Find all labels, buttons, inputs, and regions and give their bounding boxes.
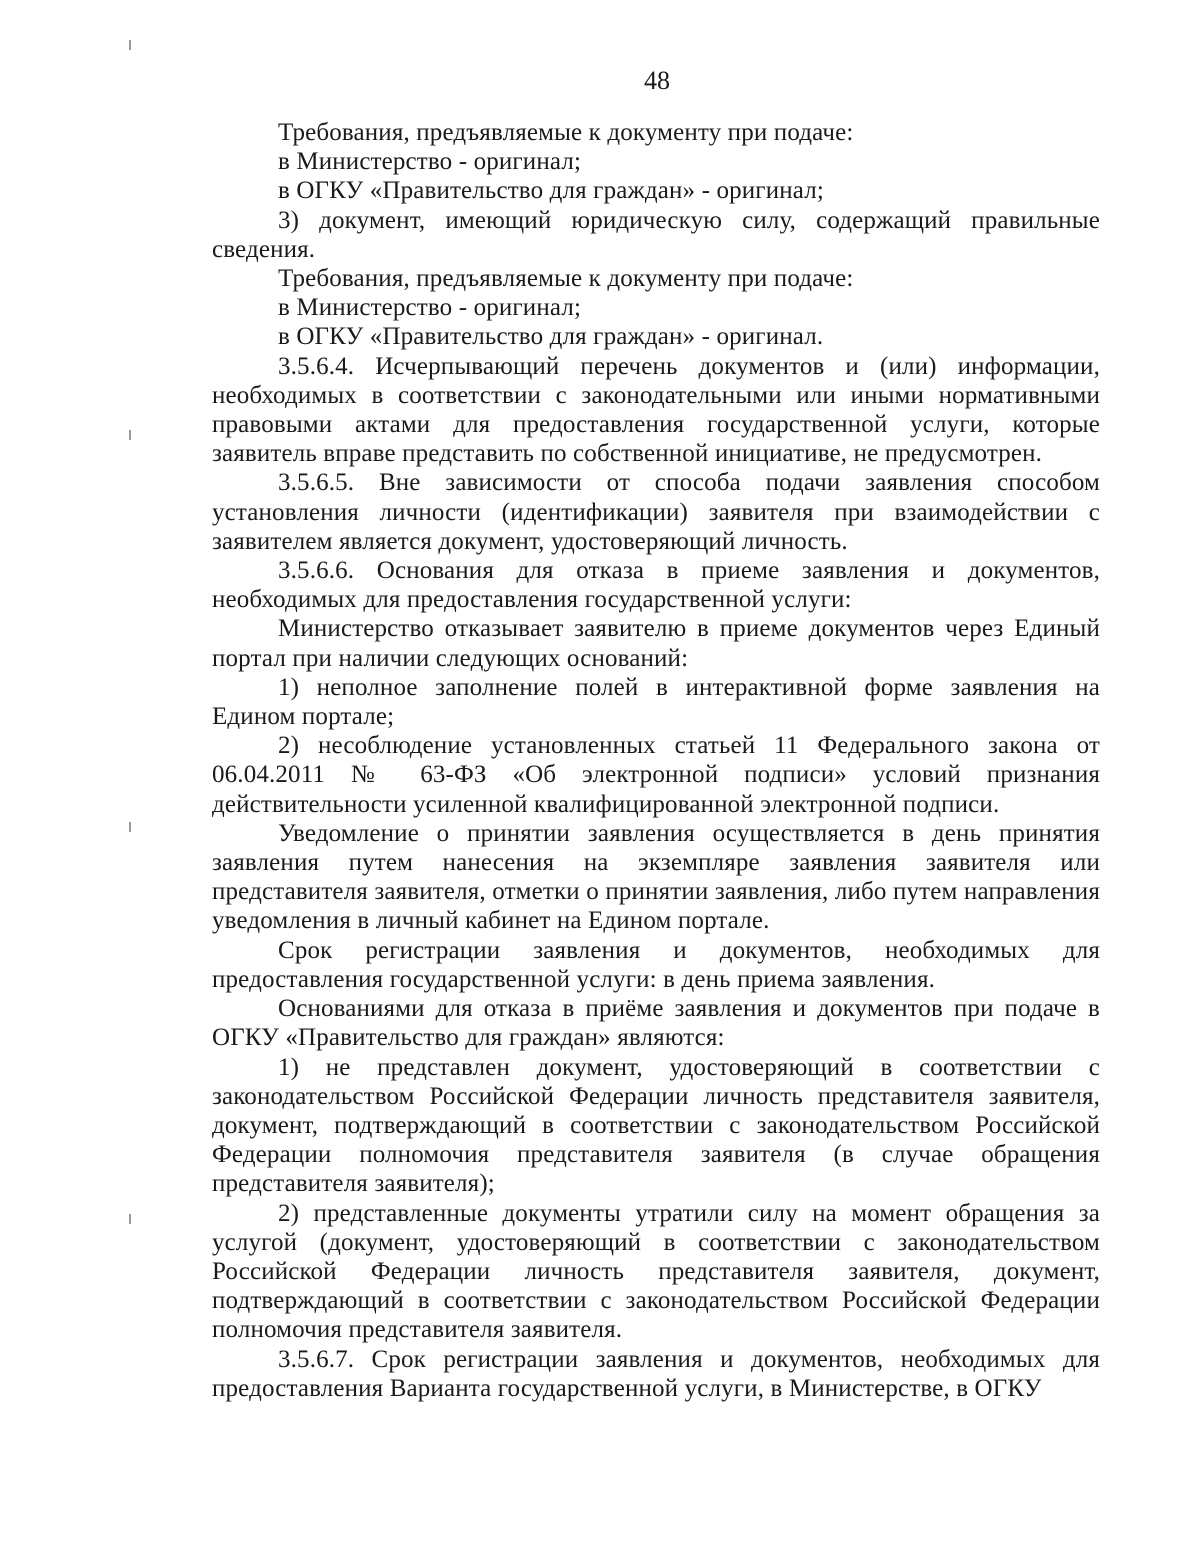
- paragraph: 2) несоблюдение установленных статьей 11 Федерального закона от 06.04.2011 № 63-ФЗ «Об электронной подписи» условий признания действительности усиленной квалифицированной электронной подписи.: [212, 732, 1100, 818]
- scan-margin-mark: [129, 822, 131, 832]
- paragraph: 3) документ, имеющий юридическую силу, содержащий правильные сведения.: [212, 206, 1100, 263]
- paragraph: 3.5.6.5. Вне зависимости от способа подачи заявления способом установления личности (идентификации) заявителя при взаимодействии с заявителем является документ, удостоверяющий личность.: [212, 469, 1100, 555]
- paragraph: 1) не представлен документ, удостоверяющий в соответствии с законодательством Российской Федерации личность представителя заявителя, документ, подтверждающий в соответствии с законодательством Российской Федерации полномочия представителя заявителя (в случае обращения представителя заявителя);: [212, 1053, 1100, 1198]
- paragraph: Срок регистрации заявления и документов, необходимых для предоставления государственной услуги: в день приема заявления.: [212, 936, 1100, 993]
- paragraph: в Министерство - оригинал;: [278, 148, 582, 176]
- paragraph: 3.5.6.4. Исчерпывающий перечень документов и (или) информации, необходимых в соответствии с законодательными или иными нормативными правовыми актами для предоставления государственной услуги, которые заявитель вправе представить по собственной инициативе, не предусмотрен.: [212, 352, 1100, 468]
- paragraph: Уведомление о принятии заявления осуществляется в день принятия заявления путем нанесения на экземпляре заявления заявителя или представителя заявителя, отметки о принятии заявления, либо путем направления уведомления в личный кабинет на Едином портале.: [212, 819, 1100, 935]
- document-body: [212, 118, 1100, 1403]
- paragraph: 3.5.6.6. Основания для отказа в приеме заявления и документов, необходимых для предоставления государственной услуги:: [212, 557, 1100, 614]
- paragraph: 3.5.6.7. Срок регистрации заявления и документов, необходимых для предоставления Варианта государственной услуги, в Министерстве, в ОГКУ: [212, 1345, 1100, 1402]
- page-number: 48: [644, 66, 670, 95]
- paragraph: в Министерство - оригинал;: [278, 294, 582, 322]
- scan-margin-mark: [129, 1214, 131, 1224]
- paragraph: Министерство отказывает заявителю в приеме документов через Единый портал при наличии следующих оснований:: [212, 615, 1100, 672]
- paragraph: Требования, предъявляемые к документу при подаче:: [278, 265, 854, 293]
- scan-margin-mark: [129, 40, 131, 50]
- paragraph: в ОГКУ «Правительство для граждан» - оригинал.: [278, 323, 824, 351]
- paragraph: Основаниями для отказа в приёме заявления и документов при подаче в ОГКУ «Правительство для граждан» являются:: [212, 995, 1100, 1052]
- paragraph: 1) неполное заполнение полей в интерактивной форме заявления на Едином портале;: [212, 673, 1100, 731]
- scan-margin-mark: [129, 430, 131, 440]
- paragraph: в ОГКУ «Правительство для граждан» - оригинал;: [278, 177, 824, 205]
- paragraph: Требования, предъявляемые к документу при подаче:: [278, 119, 854, 146]
- paragraph: 2) представленные документы утратили силу на момент обращения за услугой (документ, удостоверяющий в соответствии с законодательством Российской Федерации личность представителя заявителя, документ, подтверждающий в соответствии с законодательством Российской Федерации полномочия представителя заявителя.: [212, 1199, 1100, 1344]
